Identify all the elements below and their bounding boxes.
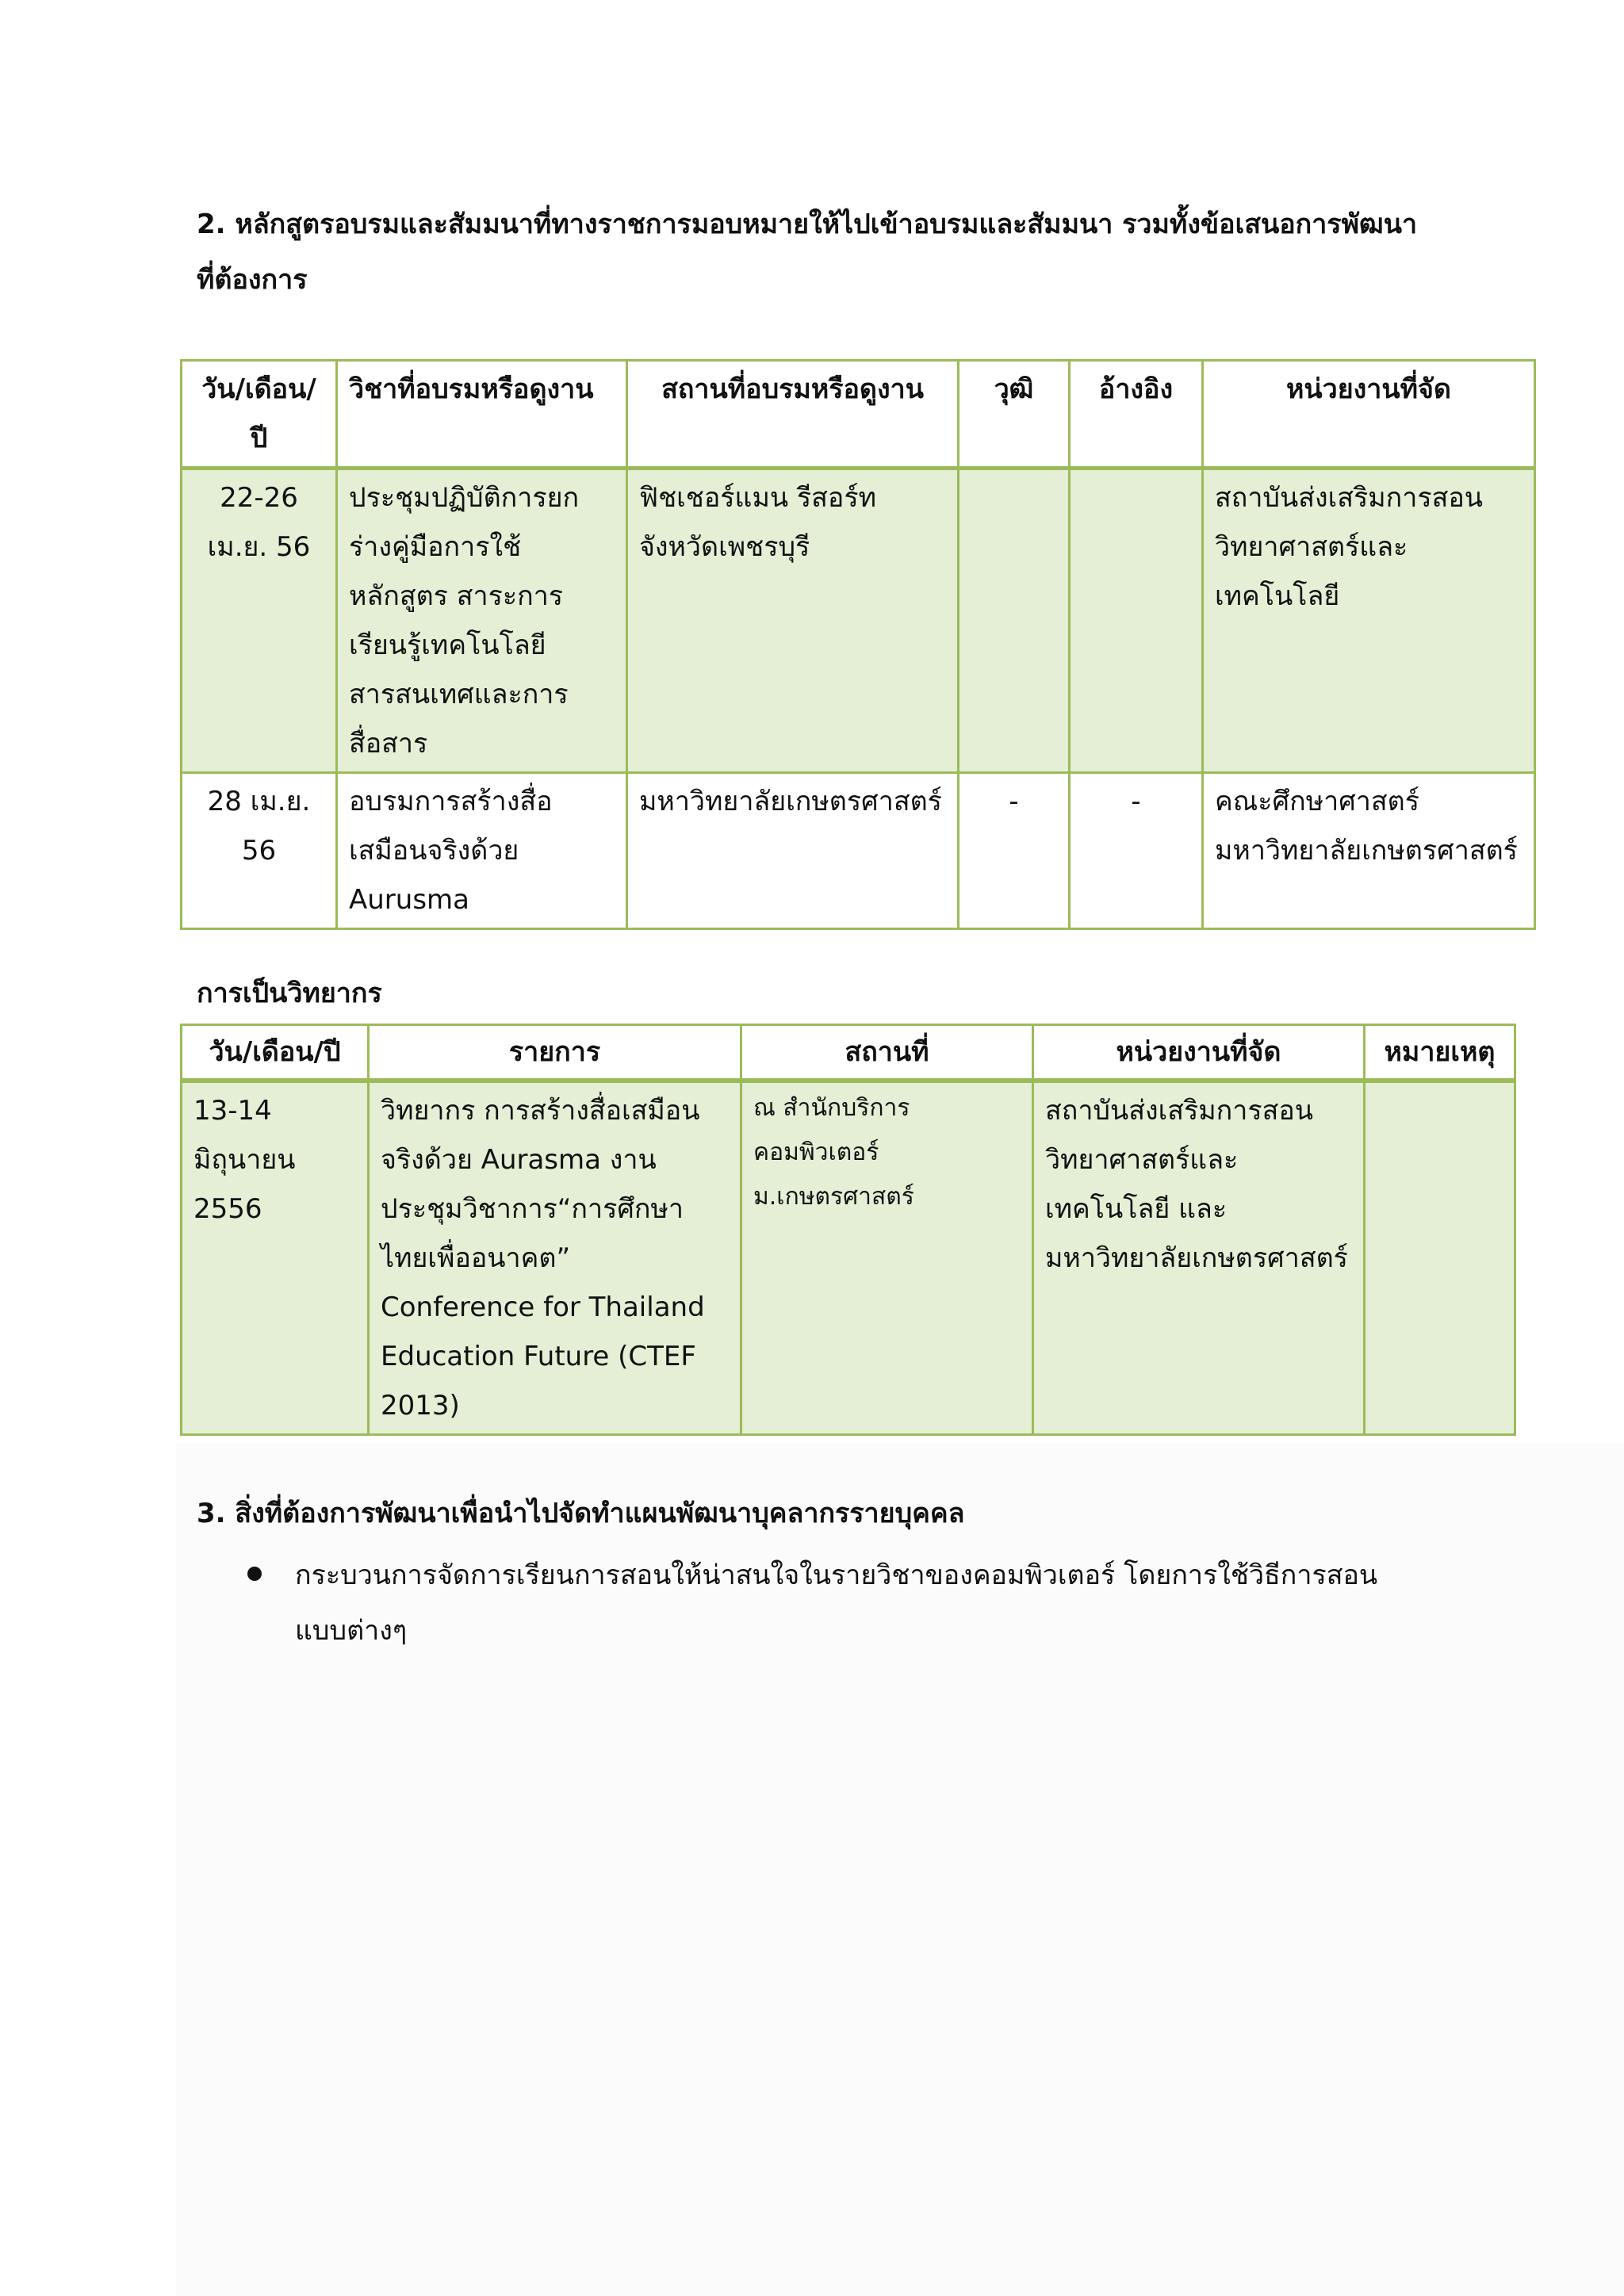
column-header-subject: วิชาที่อบรมหรือดูงาน — [337, 361, 627, 469]
column-header-qualification: วุฒิ — [959, 361, 1070, 469]
table-row — [182, 1081, 1515, 1435]
section-2-heading: 2. หลักสูตรอบรมและสัมมนาที่ทางราชการมอบหมายให้ไปเข้าอบรมและสัมมนา รวมทั้งข้อเสนอการพัฒนาที่ต้องการ — [197, 209, 1418, 296]
cell-item: วิทยากร การสร้างสื่อเสมือนจริงด้วย Aurasma งานประชุมวิชาการ“การศึกษาไทยเพื่ออนาคต” Conference for Thailand Education Future (CTEF 2013) — [369, 1081, 741, 1435]
cell-organizer: คณะศึกษาศาสตร์ มหาวิทยาลัยเกษตรศาสตร์ — [1203, 773, 1535, 929]
table-row — [182, 773, 1535, 929]
cell-organizer: สถาบันส่งเสริมการสอนวิทยาศาสตร์และเทคโนโลยี และมหาวิทยาลัยเกษตรศาสตร์ — [1033, 1081, 1365, 1435]
column-header-item: รายการ — [369, 1025, 741, 1081]
training-table-header-row — [182, 361, 1535, 469]
cell-subject: อบรมการสร้างสื่อเสมือนจริงด้วย Aurusma — [337, 773, 627, 929]
cell-organizer: สถาบันส่งเสริมการสอนวิทยาศาสตร์และเทคโนโลยี — [1203, 469, 1535, 773]
column-header-reference: อ้างอิง — [1070, 361, 1203, 469]
cell-note — [1365, 1081, 1515, 1435]
bullet-icon — [247, 1567, 262, 1581]
cell-date: 22-26 เม.ย. 56 — [182, 469, 337, 773]
column-header-organizer: หน่วยงานที่จัด — [1203, 361, 1535, 469]
column-header-date: วัน/เดือน/ปี — [182, 1025, 369, 1081]
cell-place: มหาวิทยาลัยเกษตรศาสตร์ — [627, 773, 959, 929]
speaker-table-header-row — [182, 1025, 1515, 1081]
section-3-heading: 3. สิ่งที่ต้องการพัฒนาเพื่อนำไปจัดทำแผนพัฒนาบุคลากรรายบุคคล — [197, 1498, 965, 1529]
column-header-date: วัน/เดือน/ปี — [182, 361, 337, 469]
cell-reference — [1070, 469, 1203, 773]
column-header-organizer: หน่วยงานที่จัด — [1033, 1025, 1365, 1081]
cell-subject: ประชุมปฏิบัติการยกร่างคู่มือการใช้หลักสูตร สาระการเรียนรู้เทคโนโลยีสารสนเทศและการสื่อสาร — [337, 469, 627, 773]
cell-place: ฟิชเชอร์แมน รีสอร์ท จังหวัดเพชรบุรี — [627, 469, 959, 773]
development-list — [238, 1548, 1427, 1659]
cell-place: ณ สำนักบริการคอมพิวเตอร์ ม.เกษตรศาสตร์ — [741, 1081, 1033, 1435]
cell-qualification: - — [959, 773, 1070, 929]
table-row — [182, 469, 1535, 773]
cell-date: 28 เม.ย. 56 — [182, 773, 337, 929]
column-header-place: สถานที่ — [741, 1025, 1033, 1081]
list-item-text: กระบวนการจัดการเรียนการสอนให้น่าสนใจในรายวิชาของคอมพิวเตอร์ โดยการใช้วิธีการสอนแบบต่างๆ — [295, 1559, 1378, 1647]
cell-reference: - — [1070, 773, 1203, 929]
speaker-table — [180, 1024, 1516, 1436]
column-header-place: สถานที่อบรมหรือดูงาน — [627, 361, 959, 469]
column-header-note: หมายเหตุ — [1365, 1025, 1515, 1081]
speaker-heading: การเป็นวิทยากร — [197, 978, 382, 1009]
cell-qualification — [959, 469, 1070, 773]
list-item — [238, 1548, 1427, 1659]
cell-date: 13-14 มิถุนายน 2556 — [182, 1081, 369, 1435]
training-table — [180, 359, 1536, 930]
